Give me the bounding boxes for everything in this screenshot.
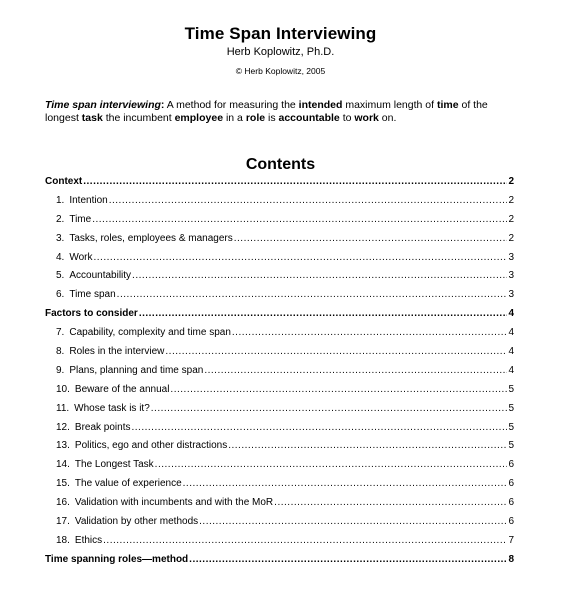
toc-entry-label: Accountability — [69, 270, 132, 282]
toc-item-row[interactable] — [45, 214, 514, 233]
toc-item-row[interactable] — [45, 346, 514, 365]
toc-entry-label: Time — [69, 213, 92, 225]
toc-entry-number: 17. — [56, 516, 70, 528]
toc-page-number: 4 — [508, 327, 514, 339]
toc-item-row[interactable] — [45, 270, 514, 289]
toc-page-number: 6 — [508, 497, 514, 509]
toc-section-row[interactable] — [45, 176, 514, 195]
document-copyright: © Herb Koplowitz, 2005 — [235, 66, 326, 76]
toc-entry-label: Politics, ego and other distractions — [74, 440, 228, 452]
toc-page-number: 4 — [508, 364, 514, 376]
toc-page-number: 4 — [508, 308, 514, 320]
definition-keyword: work — [354, 112, 379, 124]
toc-entry-number: 4. — [56, 251, 65, 263]
toc-page-number: 6 — [508, 478, 514, 490]
toc-page-number: 4 — [508, 346, 514, 358]
toc-item-row[interactable] — [45, 403, 514, 422]
toc-entry-label: Capability, complexity and time span — [69, 327, 231, 339]
toc-dot-leader — [92, 214, 507, 225]
definition-text: the incumbent — [102, 112, 175, 124]
toc-entry-number: 16. — [56, 497, 70, 509]
toc-dot-leader — [274, 497, 507, 508]
toc-entry-label: Time spanning roles—method — [45, 553, 189, 565]
toc-page-number: 2 — [508, 232, 514, 244]
toc-entry-label: Plans, planning and time span — [69, 364, 204, 376]
definition-paragraph — [45, 99, 515, 125]
toc-entry-number: 8. — [56, 346, 65, 358]
toc-page-number: 5 — [508, 402, 514, 414]
toc-entry-number: 2. — [56, 213, 65, 225]
contents-heading: Contents — [245, 156, 316, 173]
toc-item-row[interactable] — [45, 195, 514, 214]
toc-dot-leader — [132, 270, 507, 281]
definition-keyword: time — [436, 99, 459, 111]
toc-entry-label: Factors to consider — [45, 308, 138, 320]
toc-entry-label: Time span — [69, 289, 116, 301]
toc-page-number: 3 — [508, 270, 514, 282]
toc-dot-leader — [199, 516, 507, 527]
toc-dot-leader — [139, 308, 508, 319]
toc-dot-leader — [228, 440, 507, 451]
toc-page-number: 6 — [508, 459, 514, 471]
toc-item-row[interactable] — [45, 478, 514, 497]
toc-page-number: 5 — [508, 421, 514, 433]
toc-page-number: 2 — [508, 194, 514, 206]
definition-keyword: task — [81, 112, 103, 124]
toc-item-row[interactable] — [45, 384, 514, 403]
toc-page-number: 5 — [508, 440, 514, 452]
toc-entry-number: 7. — [56, 327, 65, 339]
toc-dot-leader — [155, 459, 508, 470]
toc-entry-number: 9. — [56, 364, 65, 376]
toc-item-row[interactable] — [45, 440, 514, 459]
toc-item-row[interactable] — [45, 422, 514, 441]
toc-entry-label: Beware of the annual — [74, 383, 170, 395]
toc-dot-leader — [103, 535, 507, 546]
toc-item-row[interactable] — [45, 516, 514, 535]
toc-entry-label: Validation with incumbents and with the MoR — [74, 497, 274, 509]
document-title: Time Span Interviewing — [184, 24, 377, 43]
toc-dot-leader — [109, 195, 508, 206]
toc-page-number: 3 — [508, 251, 514, 263]
toc-entry-number: 3. — [56, 232, 65, 244]
toc-dot-leader — [117, 289, 508, 300]
toc-entry-number: 15. — [56, 478, 70, 490]
toc-dot-leader — [83, 176, 507, 187]
toc-item-row[interactable] — [45, 535, 514, 554]
toc-page-number: 3 — [508, 289, 514, 301]
toc-dot-leader — [232, 327, 508, 338]
toc-entry-number: 13. — [56, 440, 70, 452]
definition-text: A method for measuring the — [164, 99, 299, 111]
toc-item-row[interactable] — [45, 365, 514, 384]
definition-keyword: intended — [298, 99, 343, 111]
toc-dot-leader — [183, 478, 508, 489]
toc-entry-label: Context — [45, 176, 83, 187]
toc-entry-number: 14. — [56, 459, 70, 471]
toc-entry-label: Intention — [69, 194, 108, 206]
toc-entry-number: 11. — [56, 402, 70, 414]
toc-entry-label: Whose task is it? — [74, 402, 150, 414]
toc-item-row[interactable] — [45, 327, 514, 346]
toc-entry-label: Tasks, roles, employees & managers — [69, 232, 233, 244]
toc-item-row[interactable] — [45, 459, 514, 478]
toc-page-number: 8 — [508, 553, 514, 565]
toc-entry-label: Validation by other methods — [74, 516, 199, 528]
toc-dot-leader — [189, 554, 507, 565]
definition-colon: : — [160, 99, 165, 111]
definition-text: on. — [378, 112, 397, 124]
definition-keyword: employee — [174, 112, 224, 124]
toc-section-row[interactable] — [45, 554, 514, 573]
toc-page-number: 2 — [508, 213, 514, 225]
toc-entry-label: Ethics — [74, 534, 103, 546]
definition-text: to — [339, 112, 355, 124]
definition-term: Time span interviewing — [45, 99, 161, 111]
document-author: Herb Koplowitz, Ph.D. — [226, 46, 335, 58]
table-of-contents — [45, 176, 514, 573]
toc-entry-label: Work — [69, 251, 93, 263]
toc-entry-number: 6. — [56, 289, 65, 301]
definition-text: of the longest — [45, 99, 488, 124]
definition-keyword: accountable — [278, 112, 340, 124]
toc-page-number: 2 — [508, 176, 514, 187]
toc-dot-leader — [151, 403, 508, 414]
toc-dot-leader — [94, 252, 508, 263]
toc-page-number: 7 — [508, 534, 514, 546]
toc-entry-label: Roles in the interview — [69, 346, 165, 358]
definition-text: maximum length of — [342, 99, 437, 111]
toc-entry-number: 12. — [56, 421, 70, 433]
toc-dot-leader — [234, 233, 508, 244]
toc-item-row[interactable] — [45, 497, 514, 516]
toc-entry-number: 18. — [56, 534, 70, 546]
toc-dot-leader — [132, 422, 508, 433]
toc-page-number: 5 — [508, 383, 514, 395]
toc-item-row[interactable] — [45, 252, 514, 271]
toc-entry-number: 10. — [56, 383, 70, 395]
toc-dot-leader — [165, 346, 507, 357]
toc-item-row[interactable] — [45, 233, 514, 252]
toc-entry-label: Break points — [74, 421, 131, 433]
definition-keyword: role — [245, 112, 266, 124]
toc-item-row[interactable] — [45, 289, 514, 308]
toc-page-number: 6 — [508, 516, 514, 528]
toc-entry-label: The Longest Task — [74, 459, 154, 471]
toc-entry-number: 1. — [56, 194, 65, 206]
definition-text: in a — [223, 112, 246, 124]
toc-dot-leader — [204, 365, 507, 376]
definition-text: is — [265, 112, 279, 124]
toc-dot-leader — [170, 384, 507, 395]
toc-entry-number: 5. — [56, 270, 65, 282]
toc-entry-label: The value of experience — [74, 478, 182, 490]
toc-section-row[interactable] — [45, 308, 514, 327]
